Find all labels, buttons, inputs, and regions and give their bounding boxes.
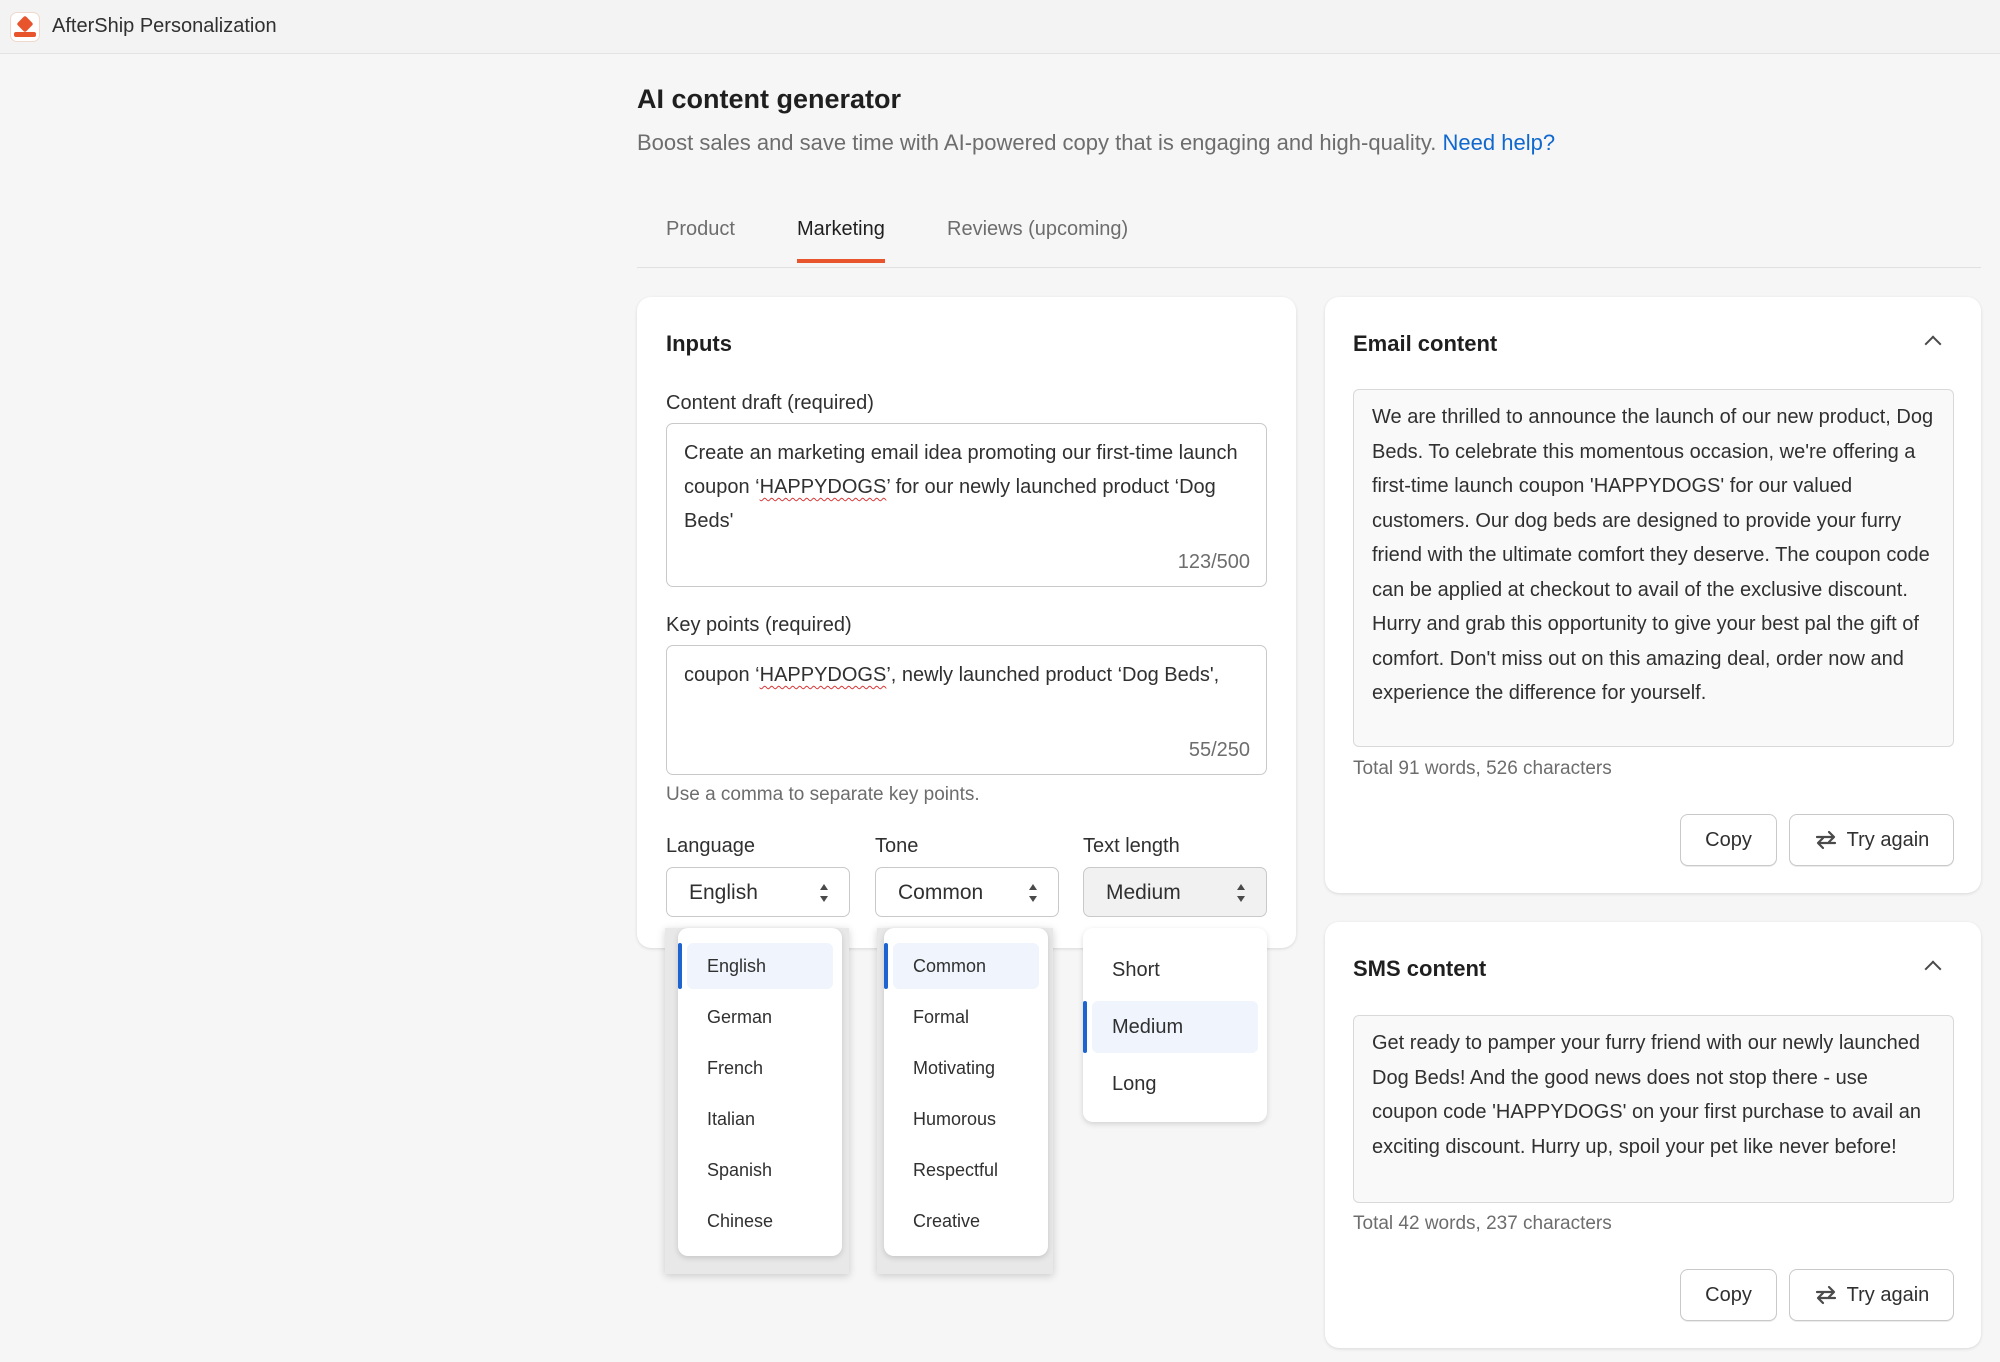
- tone-option-motivating[interactable]: Motivating: [913, 1058, 996, 1078]
- collapse-chevron-up-icon[interactable]: [1924, 333, 1940, 349]
- content-draft-counter: 123/500: [1177, 551, 1250, 573]
- content-draft-label: Content draft (required): [666, 392, 874, 414]
- language-option-english[interactable]: English: [687, 943, 833, 989]
- key-points-field[interactable]: [666, 645, 1267, 775]
- language-option-spanish[interactable]: Spanish: [707, 1160, 773, 1180]
- tone-option-creative[interactable]: Creative: [913, 1211, 981, 1231]
- language-label: Language: [666, 835, 755, 857]
- page-title: AI content generator: [637, 84, 902, 114]
- email-content-text: We are thrilled to announce the launch of our new product, Dog Beds. To celebrate this momentous occasion, we're offering a first-time launch coupon 'HAPPYDOGS' for our valued customers. Our dog beds are designed to provide your furry friend with the ultimate comfort they deserve. The coupon code can be applied at checkout to avail of the exclusive discount. Hurry and grab this opportunity to give your best pal the gift of comfort. Don't miss out on this amazing deal, order now and experience the difference for yourself.: [1372, 406, 1934, 704]
- need-help-link[interactable]: Need help?: [1442, 130, 1556, 155]
- key-points-counter: 55/250: [1188, 739, 1250, 761]
- length-option-short[interactable]: Short: [1112, 959, 1160, 981]
- tab-marketing[interactable]: Marketing: [797, 218, 885, 263]
- collapse-chevron-up-icon[interactable]: [1924, 958, 1940, 974]
- language-select[interactable]: [666, 867, 850, 917]
- sms-try-again-button[interactable]: Try again: [1789, 1269, 1954, 1321]
- tone-value: Common: [898, 881, 984, 904]
- refresh-arrows-icon: [1814, 1284, 1838, 1306]
- content-draft-text: Create an marketing email idea promoting our first-time launch coupon ‘HAPPYDOGS’ for our newly launched product ‘Dog Beds': [684, 442, 1238, 532]
- text-length-label: Text length: [1083, 835, 1180, 857]
- text-length-value: Medium: [1106, 881, 1181, 904]
- key-points-help: Use a comma to separate key points.: [666, 784, 980, 805]
- email-content-title: Email content: [1353, 331, 1498, 356]
- length-option-medium[interactable]: Medium: [1092, 1001, 1258, 1053]
- app-logo-icon: [10, 12, 40, 42]
- inputs-title: Inputs: [666, 331, 732, 356]
- content-draft-field[interactable]: [666, 423, 1267, 587]
- sms-content-output[interactable]: [1353, 1015, 1954, 1203]
- language-option-italian[interactable]: Italian: [707, 1109, 756, 1129]
- key-points-text: coupon ‘HAPPYDOGS’, newly launched product ‘Dog Beds',: [684, 664, 1220, 686]
- tone-option-respectful[interactable]: Respectful: [913, 1160, 999, 1180]
- email-try-again-button[interactable]: Try again: [1789, 814, 1954, 866]
- tone-label: Tone: [875, 835, 919, 857]
- text-length-dropdown: [1083, 928, 1267, 1122]
- select-arrows-icon: [1236, 884, 1246, 902]
- tone-option-humorous[interactable]: Humorous: [913, 1109, 997, 1129]
- sms-copy-button[interactable]: Copy: [1680, 1269, 1777, 1321]
- app-topbar: [0, 0, 2000, 54]
- select-arrows-icon: [1028, 884, 1038, 902]
- language-dropdown: [678, 928, 842, 1256]
- tone-option-common[interactable]: Common: [893, 943, 1039, 989]
- sms-content-card: [1325, 922, 1981, 1348]
- key-points-label: Key points (required): [666, 614, 852, 636]
- inputs-card: [637, 297, 1296, 948]
- app-name: AfterShip Personalization: [52, 15, 277, 37]
- sms-content-stats: Total 42 words, 237 characters: [1353, 1213, 1612, 1234]
- select-arrows-icon: [819, 884, 829, 902]
- email-content-stats: Total 91 words, 526 characters: [1353, 758, 1612, 779]
- page-subtitle-text: Boost sales and save time with AI-powered copy that is engaging and high-quality.: [637, 130, 1437, 155]
- refresh-arrows-icon: [1814, 829, 1838, 851]
- language-value: English: [689, 881, 758, 904]
- tab-product[interactable]: Product: [666, 218, 735, 240]
- tone-select[interactable]: [875, 867, 1059, 917]
- email-copy-button[interactable]: Copy: [1680, 814, 1777, 866]
- language-option-french[interactable]: French: [707, 1058, 764, 1078]
- language-option-german[interactable]: German: [707, 1007, 773, 1027]
- tone-option-formal[interactable]: Formal: [913, 1007, 970, 1027]
- content-tabs: [637, 200, 1981, 268]
- language-option-chinese[interactable]: Chinese: [707, 1211, 774, 1231]
- sms-content-title: SMS content: [1353, 956, 1487, 981]
- page-subtitle: [637, 130, 1555, 156]
- email-content-output[interactable]: [1353, 389, 1954, 747]
- sms-content-text: Get ready to pamper your furry friend with our newly launched Dog Beds! And the good news does not stop there - use coupon code 'HAPPYDOGS' on your first purchase to avail an exciting discount. Hurry up, spoil your pet like never before!: [1372, 1032, 1922, 1158]
- tab-reviews[interactable]: Reviews (upcoming): [947, 218, 1129, 240]
- text-length-select[interactable]: [1083, 867, 1267, 917]
- tone-dropdown: [884, 928, 1048, 1256]
- length-option-long[interactable]: Long: [1112, 1073, 1157, 1095]
- email-content-card: [1325, 297, 1981, 893]
